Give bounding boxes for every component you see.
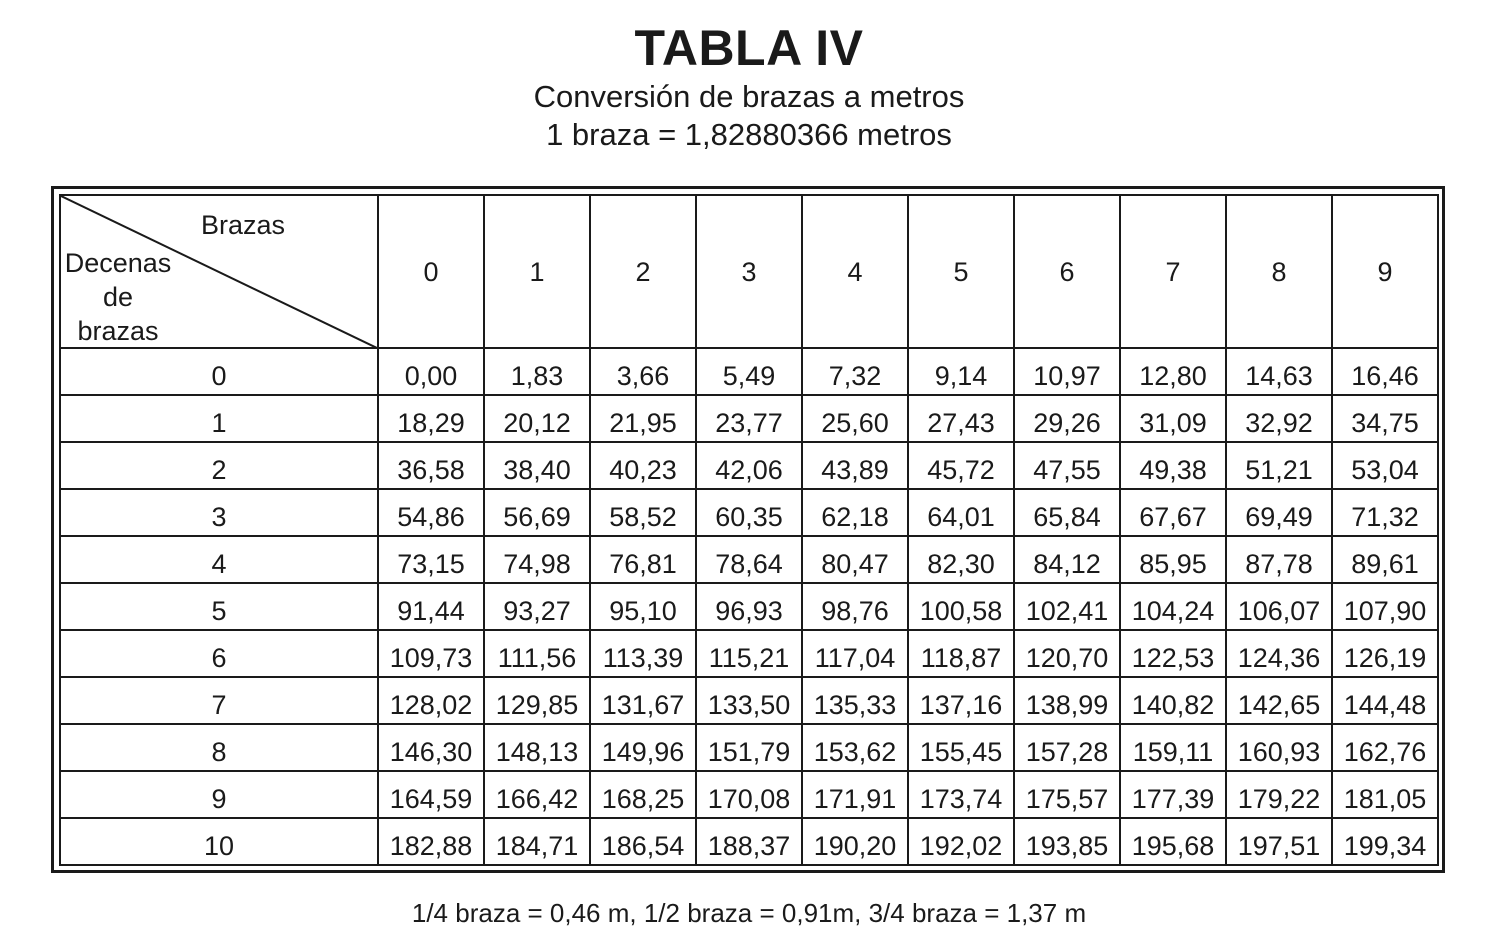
table-cell: 69,49 [1226, 489, 1332, 536]
table-cell: 124,36 [1226, 630, 1332, 677]
table-row [60, 630, 1438, 677]
table-cell: 107,90 [1332, 583, 1438, 630]
table-cell: 192,02 [908, 818, 1014, 865]
row-header: 8 [60, 724, 378, 771]
column-header: 9 [1332, 195, 1438, 348]
table-cell: 43,89 [802, 442, 908, 489]
column-header: 6 [1014, 195, 1120, 348]
table-cell: 16,46 [1332, 348, 1438, 395]
column-header: 1 [484, 195, 590, 348]
table-cell: 47,55 [1014, 442, 1120, 489]
table-cell: 25,60 [802, 395, 908, 442]
table-cell: 84,12 [1014, 536, 1120, 583]
table-cell: 98,76 [802, 583, 908, 630]
table-cell: 34,75 [1332, 395, 1438, 442]
table-cell: 184,71 [484, 818, 590, 865]
column-axis-label: Brazas [201, 210, 286, 240]
table-cell: 87,78 [1226, 536, 1332, 583]
table-cell: 45,72 [908, 442, 1014, 489]
table-cell: 193,85 [1014, 818, 1120, 865]
table-cell: 159,11 [1120, 724, 1226, 771]
table-cell: 36,58 [378, 442, 484, 489]
table-cell: 93,27 [484, 583, 590, 630]
row-header: 3 [60, 489, 378, 536]
table-cell: 164,59 [378, 771, 484, 818]
table-cell: 186,54 [590, 818, 696, 865]
table-cell: 111,56 [484, 630, 590, 677]
table-cell: 71,32 [1332, 489, 1438, 536]
row-header: 5 [60, 583, 378, 630]
table-cell: 12,80 [1120, 348, 1226, 395]
table-cell: 133,50 [696, 677, 802, 724]
table-cell: 131,67 [590, 677, 696, 724]
table-cell: 51,21 [1226, 442, 1332, 489]
table-cell: 135,33 [802, 677, 908, 724]
table-cell: 175,57 [1014, 771, 1120, 818]
table-cell: 157,28 [1014, 724, 1120, 771]
table-cell: 155,45 [908, 724, 1014, 771]
row-header: 1 [60, 395, 378, 442]
table-cell: 67,67 [1120, 489, 1226, 536]
header-row [60, 195, 1438, 348]
table-cell: 23,77 [696, 395, 802, 442]
table-row [60, 442, 1438, 489]
table-cell: 146,30 [378, 724, 484, 771]
table-cell: 106,07 [1226, 583, 1332, 630]
table-row [60, 348, 1438, 395]
table-cell: 199,34 [1332, 818, 1438, 865]
table-cell: 140,82 [1120, 677, 1226, 724]
table-cell: 179,22 [1226, 771, 1332, 818]
table-cell: 109,73 [378, 630, 484, 677]
table-cell: 95,10 [590, 583, 696, 630]
conversion-table [59, 194, 1439, 866]
table-cell: 10,97 [1014, 348, 1120, 395]
table-cell: 171,91 [802, 771, 908, 818]
table-cell: 27,43 [908, 395, 1014, 442]
table-cell: 166,42 [484, 771, 590, 818]
table-cell: 38,40 [484, 442, 590, 489]
table-cell: 120,70 [1014, 630, 1120, 677]
table-cell: 80,47 [802, 536, 908, 583]
table-cell: 32,92 [1226, 395, 1332, 442]
table-cell: 160,93 [1226, 724, 1332, 771]
column-header: 8 [1226, 195, 1332, 348]
table-cell: 122,53 [1120, 630, 1226, 677]
row-header: 9 [60, 771, 378, 818]
table-cell: 162,76 [1332, 724, 1438, 771]
table-cell: 100,58 [908, 583, 1014, 630]
table-cell: 65,84 [1014, 489, 1120, 536]
table-cell: 1,83 [484, 348, 590, 395]
table-cell: 89,61 [1332, 536, 1438, 583]
table-cell: 151,79 [696, 724, 802, 771]
table-row [60, 395, 1438, 442]
table-cell: 60,35 [696, 489, 802, 536]
table-row [60, 724, 1438, 771]
conversion-factor: 1 braza = 1,82880366 metros [546, 117, 952, 152]
table-cell: 113,39 [590, 630, 696, 677]
table-row [60, 771, 1438, 818]
table-cell: 153,62 [802, 724, 908, 771]
page-title: TABLA IV [634, 20, 864, 76]
table-cell: 49,38 [1120, 442, 1226, 489]
table-cell: 137,16 [908, 677, 1014, 724]
table-cell: 7,32 [802, 348, 908, 395]
row-header: 6 [60, 630, 378, 677]
table-cell: 182,88 [378, 818, 484, 865]
column-header: 4 [802, 195, 908, 348]
table-cell: 58,52 [590, 489, 696, 536]
table-cell: 188,37 [696, 818, 802, 865]
table-row [60, 677, 1438, 724]
table-body [60, 195, 1438, 865]
table-cell: 0,00 [378, 348, 484, 395]
column-header: 2 [590, 195, 696, 348]
table-cell: 102,41 [1014, 583, 1120, 630]
table-cell: 73,15 [378, 536, 484, 583]
table-cell: 31,09 [1120, 395, 1226, 442]
column-header: 5 [908, 195, 1014, 348]
table-cell: 20,12 [484, 395, 590, 442]
row-axis-label: Decenas de brazas [64, 248, 172, 346]
table-row [60, 583, 1438, 630]
table-cell: 85,95 [1120, 536, 1226, 583]
table-row [60, 536, 1438, 583]
table-cell: 173,74 [908, 771, 1014, 818]
table-cell: 76,81 [590, 536, 696, 583]
table-cell: 144,48 [1332, 677, 1438, 724]
table-cell: 82,30 [908, 536, 1014, 583]
table-cell: 126,19 [1332, 630, 1438, 677]
table-cell: 96,93 [696, 583, 802, 630]
table-cell: 56,69 [484, 489, 590, 536]
table-cell: 54,86 [378, 489, 484, 536]
table-cell: 170,08 [696, 771, 802, 818]
row-header: 7 [60, 677, 378, 724]
column-header: 3 [696, 195, 802, 348]
table-cell: 21,95 [590, 395, 696, 442]
table-cell: 14,63 [1226, 348, 1332, 395]
row-header: 4 [60, 536, 378, 583]
table-cell: 190,20 [802, 818, 908, 865]
table-cell: 129,85 [484, 677, 590, 724]
table-cell: 104,24 [1120, 583, 1226, 630]
row-header: 10 [60, 818, 378, 865]
table-cell: 138,99 [1014, 677, 1120, 724]
table-cell: 118,87 [908, 630, 1014, 677]
table-cell: 3,66 [590, 348, 696, 395]
table-cell: 53,04 [1332, 442, 1438, 489]
table-cell: 117,04 [802, 630, 908, 677]
table-cell: 168,25 [590, 771, 696, 818]
table-cell: 149,96 [590, 724, 696, 771]
table-cell: 62,18 [802, 489, 908, 536]
table-cell: 9,14 [908, 348, 1014, 395]
table-cell: 115,21 [696, 630, 802, 677]
table-cell: 40,23 [590, 442, 696, 489]
table-row [60, 489, 1438, 536]
table-cell: 181,05 [1332, 771, 1438, 818]
table-cell: 148,13 [484, 724, 590, 771]
column-header: 0 [378, 195, 484, 348]
table-row [60, 818, 1438, 865]
table-cell: 5,49 [696, 348, 802, 395]
table-cell: 91,44 [378, 583, 484, 630]
table-cell: 128,02 [378, 677, 484, 724]
table-cell: 177,39 [1120, 771, 1226, 818]
table-cell: 18,29 [378, 395, 484, 442]
table-cell: 195,68 [1120, 818, 1226, 865]
row-header: 2 [60, 442, 378, 489]
row-header: 0 [60, 348, 378, 395]
table-cell: 142,65 [1226, 677, 1332, 724]
table-cell: 74,98 [484, 536, 590, 583]
column-header: 7 [1120, 195, 1226, 348]
table-cell: 64,01 [908, 489, 1014, 536]
table-cell: 29,26 [1014, 395, 1120, 442]
table-cell: 197,51 [1226, 818, 1332, 865]
table-cell: 78,64 [696, 536, 802, 583]
fractions-footnote: 1/4 braza = 0,46 m, 1/2 braza = 0,91m, 3/4 braza = 1,37 m [411, 898, 1087, 928]
corner-cell [60, 195, 378, 348]
table-cell: 42,06 [696, 442, 802, 489]
page-subtitle: Conversión de brazas a metros [533, 79, 965, 114]
